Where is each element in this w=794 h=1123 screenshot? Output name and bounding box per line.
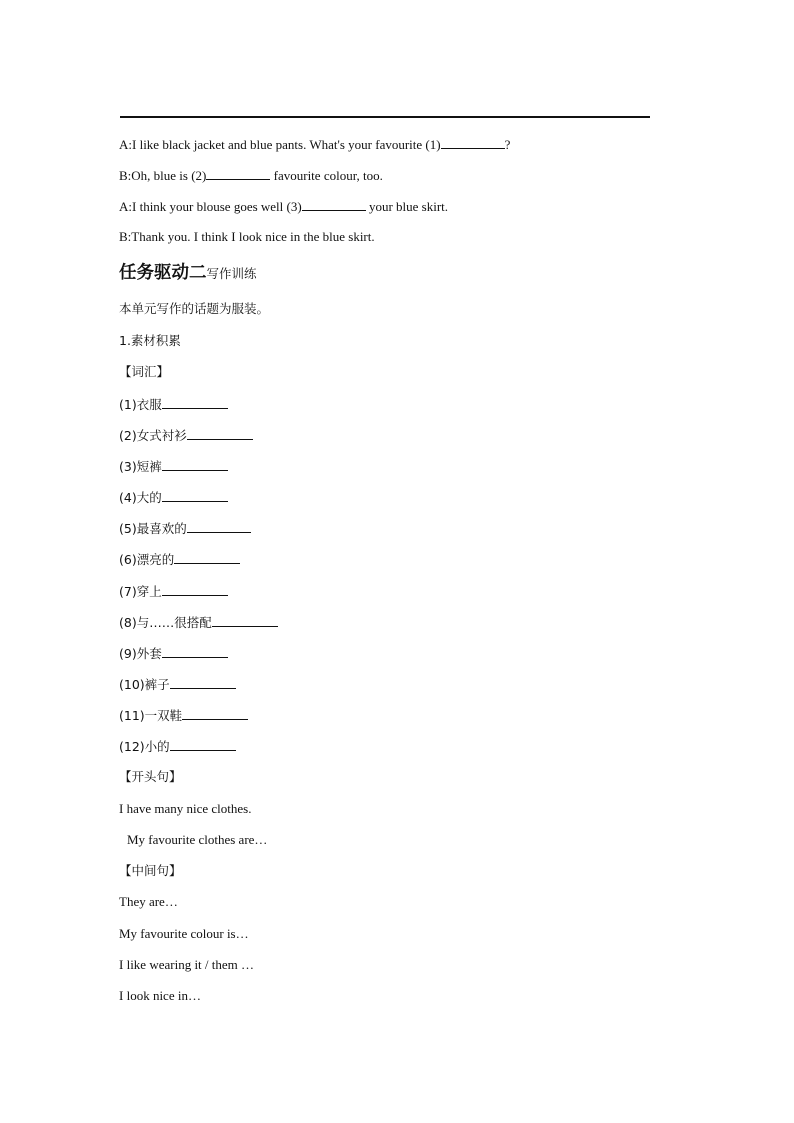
vocab-item-6 — [119, 551, 240, 568]
vocab-blank-3[interactable] — [162, 458, 228, 471]
vocab-item-label: (8)与……很搭配 — [119, 615, 212, 630]
middle-header: 【中间句】 — [119, 863, 182, 878]
opening-line-1: I have many nice clothes. — [119, 801, 252, 816]
vocab-item-label: (3)短裤 — [119, 459, 162, 474]
vocab-blank-1[interactable] — [162, 396, 228, 409]
vocab-item-label: (4)大的 — [119, 490, 162, 505]
vocab-item-label: (6)漂亮的 — [119, 552, 175, 567]
vocab-header: 【词汇】 — [119, 364, 170, 379]
dialogue-line-3 — [119, 198, 448, 215]
vocab-blank-11[interactable] — [182, 707, 248, 720]
vocab-blank-6[interactable] — [174, 551, 240, 564]
vocab-item-1 — [119, 396, 228, 413]
vocab-blank-4[interactable] — [162, 489, 228, 502]
section-title-small: 写作训练 — [206, 266, 257, 281]
vocab-item-label: (7)穿上 — [119, 584, 162, 599]
dialogue-line-1 — [119, 136, 510, 153]
middle-line-1: They are… — [119, 894, 178, 909]
vocab-item-12 — [119, 738, 236, 755]
vocab-item-label: (12)小的 — [119, 739, 170, 754]
vocab-item-7 — [119, 583, 228, 600]
vocab-item-label: (1)衣服 — [119, 397, 162, 412]
vocab-item-10 — [119, 676, 236, 693]
dialogue-line-4: B:Thank you. I think I look nice in the blue skirt. — [119, 229, 375, 244]
vocab-item-11 — [119, 707, 248, 724]
opening-line-2: My favourite clothes are… — [127, 832, 268, 847]
vocab-item-8 — [119, 614, 278, 631]
answer-blank-1[interactable] — [441, 136, 505, 149]
section-title-big: 任务驱动二 — [119, 263, 207, 283]
vocab-blank-12[interactable] — [170, 738, 236, 751]
vocab-item-label: (5)最喜欢的 — [119, 521, 187, 536]
dialogue-line-3-text: A:I think your blouse goes well (3) — [119, 199, 302, 214]
answer-blank-3[interactable] — [302, 198, 366, 211]
vocab-item-label: (11)一双鞋 — [119, 708, 183, 723]
vocab-item-label: (9)外套 — [119, 646, 162, 661]
vocab-item-label: (2)女式衬衫 — [119, 428, 187, 443]
opening-header: 【开头句】 — [119, 769, 182, 784]
top-rule-line — [120, 116, 650, 118]
vocab-item-4 — [119, 489, 228, 506]
vocab-item-2 — [119, 427, 253, 444]
dialogue-line-3-end: your blue skirt. — [365, 199, 449, 214]
dialogue-line-1-text: A:I like black jacket and blue pants. What's your favourite (1) — [119, 137, 441, 152]
middle-line-4: I look nice in… — [119, 988, 201, 1003]
vocab-blank-8[interactable] — [212, 614, 278, 627]
middle-line-2: My favourite colour is… — [119, 926, 249, 941]
vocab-blank-7[interactable] — [162, 583, 228, 596]
vocab-item-3 — [119, 458, 228, 475]
dialogue-line-2-end: favourite colour, too. — [270, 168, 383, 183]
dialogue-line-1-end: ? — [504, 137, 511, 152]
vocab-blank-2[interactable] — [187, 427, 253, 440]
vocab-item-9 — [119, 645, 228, 662]
vocab-item-5 — [119, 520, 251, 537]
middle-line-3: I like wearing it / them … — [119, 957, 255, 972]
section-heading — [119, 262, 257, 285]
dialogue-line-2-text: B:Oh, blue is (2) — [119, 168, 207, 183]
section-subheading: 1.素材积累 — [119, 333, 181, 348]
section-intro: 本单元写作的话题为服装。 — [119, 301, 270, 316]
vocab-item-label: (10)裤子 — [119, 677, 170, 692]
vocab-blank-10[interactable] — [170, 676, 236, 689]
answer-blank-2[interactable] — [206, 167, 270, 180]
vocab-blank-9[interactable] — [162, 645, 228, 658]
dialogue-line-2 — [119, 167, 383, 184]
vocab-blank-5[interactable] — [187, 520, 251, 533]
